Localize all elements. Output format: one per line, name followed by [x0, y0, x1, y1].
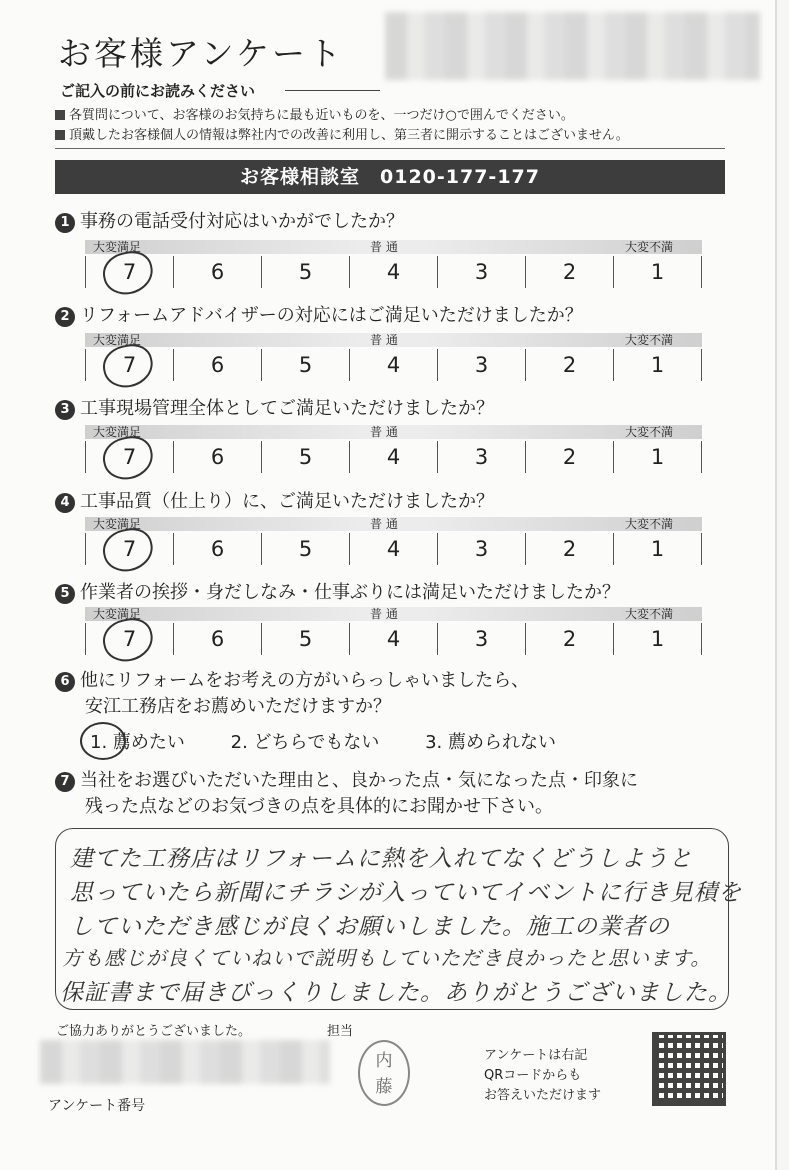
rating-scale-2: [85, 333, 702, 381]
option-4[interactable]: 4: [349, 623, 437, 655]
staff-stamp: [358, 1040, 410, 1106]
qr-text-line-3: お答えいただけます: [484, 1088, 602, 1103]
question-number: 3: [55, 400, 75, 420]
rating-scale-3: [85, 425, 702, 473]
square-bullet-icon: [55, 110, 65, 120]
scale-options: [85, 349, 702, 381]
qr-instructions: [484, 1046, 601, 1106]
handwritten-line-4: 方も感じが良くていねいで説明もしていただき良かったと思います。: [62, 946, 712, 970]
scale-label-left: 大変満足: [93, 425, 142, 439]
scale-label-right: 大変不満: [625, 425, 674, 439]
option-3[interactable]: 3: [437, 533, 525, 565]
option-4[interactable]: 4: [349, 441, 437, 473]
option-2[interactable]: 2: [525, 623, 613, 655]
option-7[interactable]: 7: [85, 441, 173, 473]
scale-label-center: 普 通: [370, 425, 398, 439]
question-7: [55, 766, 638, 792]
question-2: [55, 301, 583, 327]
question-text: 工事現場管理全体としてご満足いただけましたか？: [80, 398, 494, 419]
question-number: 1: [55, 213, 75, 233]
handwritten-line-2: 思っていたら新聞にチラシが入っていてイベントに行き見積を: [70, 880, 742, 906]
handwritten-line-1: 建てた工務店はリフォームに熱を入れてなくどうしようと: [70, 846, 693, 872]
question-number: 4: [55, 493, 75, 513]
notice-line-1: [55, 104, 574, 123]
qr-text-line-1: アンケートは右記: [484, 1048, 588, 1063]
question-7-line-2: 残った点などのお気づきの点を具体的にお聞かせ下さい。: [85, 796, 553, 817]
option-4[interactable]: 4: [349, 256, 437, 288]
scale-options: [85, 256, 702, 288]
option-6[interactable]: 6: [173, 256, 261, 288]
qr-text-line-2: QRコードからも: [484, 1068, 582, 1083]
choice-neutral[interactable]: 2. どちらでもない: [230, 732, 380, 753]
scale-label-left: 大変満足: [93, 240, 142, 254]
option-7[interactable]: 7: [85, 349, 173, 381]
staff-label: 担当: [327, 1024, 354, 1039]
question-4: [55, 487, 494, 513]
scale-label-right: 大変不満: [625, 333, 674, 347]
option-5[interactable]: 5: [261, 441, 349, 473]
scale-label-left: 大変満足: [93, 333, 142, 347]
option-3[interactable]: 3: [437, 256, 525, 288]
scale-label-left: 大変満足: [93, 517, 142, 531]
question-number: 7: [55, 772, 75, 792]
scale-label-center: 普 通: [370, 517, 398, 531]
notice-heading: ご記入の前にお読みください: [60, 82, 256, 100]
question-5: [55, 578, 620, 604]
stamp-char-1: 内: [375, 1051, 393, 1071]
option-6[interactable]: 6: [173, 441, 261, 473]
option-5[interactable]: 5: [261, 623, 349, 655]
option-6[interactable]: 6: [173, 533, 261, 565]
option-6[interactable]: 6: [173, 349, 261, 381]
contact-band: お客様相談室 0120-177-177: [55, 160, 725, 194]
qr-code-icon[interactable]: [652, 1032, 726, 1106]
survey-title: お客様アンケート: [58, 34, 345, 73]
option-2[interactable]: 2: [525, 533, 613, 565]
notice-text-1: 各質問について、お客様のお気持ちに最も近いものを、一つだけ○で囲んでください。: [69, 108, 574, 123]
notice-rule: [285, 90, 380, 91]
scale-label-center: 普 通: [370, 240, 398, 254]
option-2[interactable]: 2: [525, 349, 613, 381]
scale-label-center: 普 通: [370, 333, 398, 347]
question-6: [55, 666, 529, 692]
q6-choices: [90, 728, 596, 754]
question-text-line-1: 当社をお選びいただいた理由と、良かった点・気になった点・印象に: [80, 770, 638, 791]
question-text: 工事品質（仕上り）に、ご満足いただけましたか？: [80, 491, 494, 512]
question-1: [55, 207, 404, 233]
handwritten-line-5: 保証書まで届きびっくりしました。ありがとうございました。: [60, 980, 732, 1006]
question-number: 5: [55, 584, 75, 604]
option-6[interactable]: 6: [173, 623, 261, 655]
question-text: 作業者の挨拶・身だしなみ・仕事ぶりには満足いただけましたか？: [80, 582, 620, 603]
redacted-survey-number: [40, 1040, 330, 1084]
option-1[interactable]: 1: [613, 256, 702, 288]
thanks-text: ご協力ありがとうございました。: [56, 1024, 252, 1039]
option-2[interactable]: 2: [525, 256, 613, 288]
question-number: 2: [55, 307, 75, 327]
option-4[interactable]: 4: [349, 349, 437, 381]
question-text-line-1: 他にリフォームをお考えの方がいらっしゃいましたら、: [80, 670, 530, 691]
scale-label-right: 大変不満: [625, 240, 674, 254]
option-3[interactable]: 3: [437, 441, 525, 473]
survey-number-label: アンケート番号: [48, 1098, 146, 1114]
option-5[interactable]: 5: [261, 533, 349, 565]
option-1[interactable]: 1: [613, 623, 702, 655]
square-bullet-icon: [55, 130, 65, 140]
question-6-line-2: 安江工務店をお薦めいただけますか？: [85, 696, 391, 717]
option-1[interactable]: 1: [613, 441, 702, 473]
scale-label-left: 大変満足: [93, 607, 142, 621]
scale-label-right: 大変不満: [625, 607, 674, 621]
scale-options: [85, 623, 702, 655]
scale-label-center: 普 通: [370, 607, 398, 621]
option-1[interactable]: 1: [613, 533, 702, 565]
divider: [55, 148, 725, 149]
option-5[interactable]: 5: [261, 256, 349, 288]
option-7[interactable]: 7: [85, 256, 173, 288]
option-3[interactable]: 3: [437, 349, 525, 381]
redacted-name: [385, 12, 760, 80]
rating-scale-1: [85, 240, 702, 288]
stamp-char-2: 藤: [375, 1077, 393, 1097]
option-5[interactable]: 5: [261, 349, 349, 381]
scale-options: [85, 533, 702, 565]
question-text: 事務の電話受付対応はいかがでしたか？: [80, 211, 404, 232]
option-2[interactable]: 2: [525, 441, 613, 473]
question-3: [55, 394, 494, 420]
question-text: リフォームアドバイザーの対応にはご満足いただけましたか？: [80, 305, 583, 326]
choice-recommend[interactable]: 1. 薦めたい: [90, 732, 185, 753]
handwritten-line-3: していただき感じが良くお願いしました。施工の業者の: [70, 914, 670, 940]
rating-scale-5: [85, 607, 702, 655]
rating-scale-4: [85, 517, 702, 565]
option-3[interactable]: 3: [437, 623, 525, 655]
option-4[interactable]: 4: [349, 533, 437, 565]
scale-options: [85, 441, 702, 473]
selected-circle: [80, 722, 126, 760]
option-7[interactable]: 7: [85, 533, 173, 565]
option-1[interactable]: 1: [613, 349, 702, 381]
notice-text-2: 頂戴したお客様個人の情報は弊社内での改善に利用し、第三者に開示することはございません。: [69, 128, 629, 143]
option-7[interactable]: 7: [85, 623, 173, 655]
question-number: 6: [55, 672, 75, 692]
scale-label-right: 大変不満: [625, 517, 674, 531]
choice-not-recommend[interactable]: 3. 薦められない: [425, 732, 556, 753]
notice-line-2: [55, 124, 629, 143]
